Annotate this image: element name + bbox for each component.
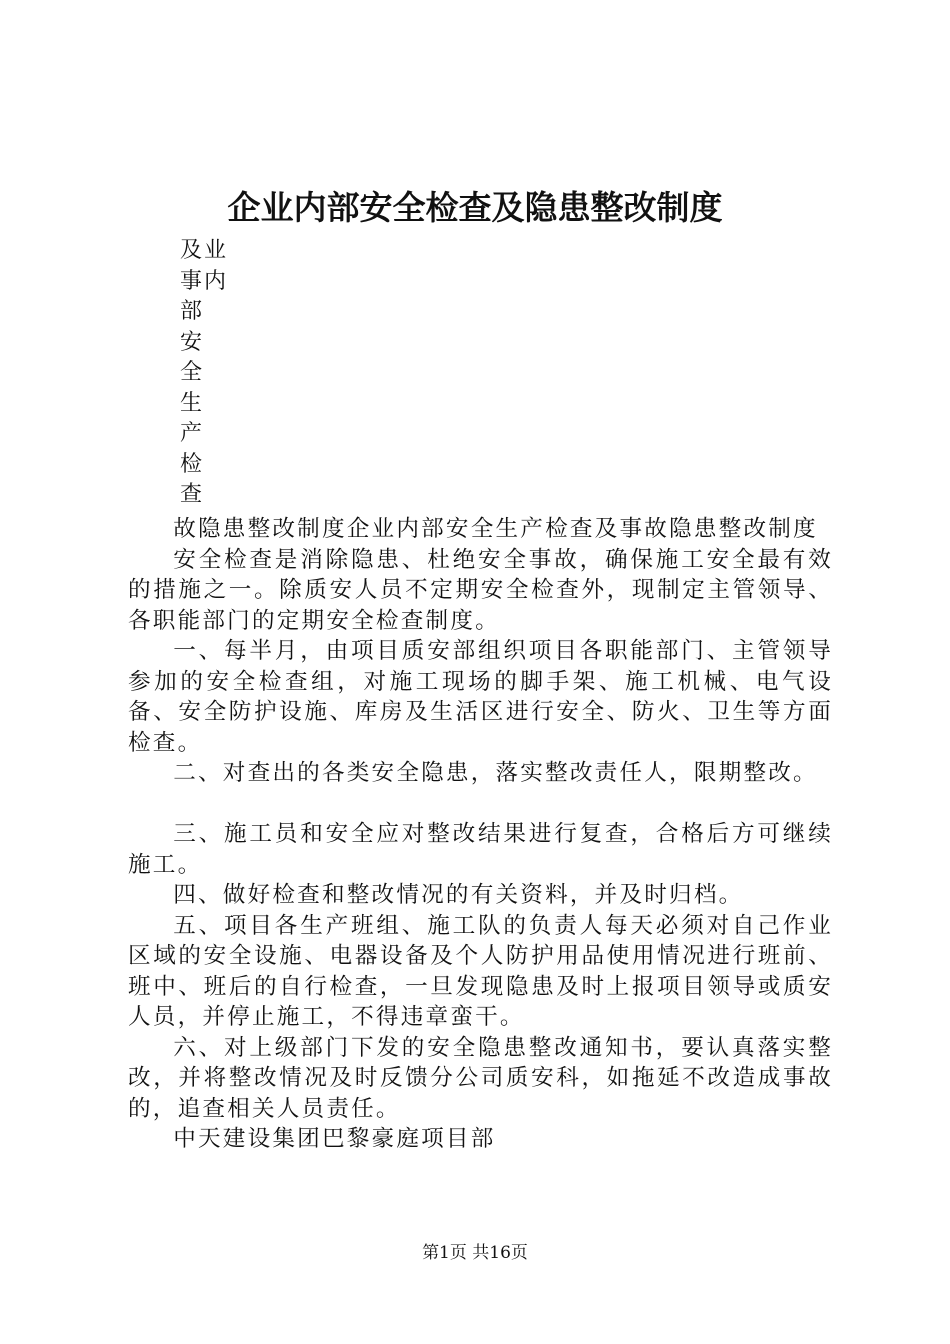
page-title: 企业内部安全检查及隐患整改制度 [227, 188, 723, 227]
paragraph-heading-continuation: 故隐患整改制度企业内部安全生产检查及事故隐患整改制度 [173, 516, 818, 542]
vertical-line: 事内 [180, 268, 229, 294]
vertical-line: 全 [180, 360, 205, 385]
paragraph-intro: 安全检查是消除隐患、杜绝安全事故，确保施工安全最有效的措施之一。除质安人员不定期安全检查外，现制定主管领导、各职能部门的定期安全检查制度。 [128, 546, 833, 634]
vertical-text-column [180, 236, 240, 511]
vertical-line: 查 [180, 482, 205, 507]
paragraph-item-4: 四、做好检查和整改情况的有关资料，并及时归档。 [173, 882, 744, 908]
vertical-line: 检 [180, 451, 205, 477]
paragraph-item-3: 三、施工员和安全应对整改结果进行复查，合格后方可继续施工。 [128, 821, 833, 878]
vertical-line: 安 [180, 329, 205, 355]
vertical-line: 及业 [180, 238, 229, 263]
document-body [128, 514, 833, 1155]
paragraph-item-1: 一、每半月，由项目质安部组织项目各职能部门、主管领导参加的安全检查组，对施工现场的脚手架、施工机械、电气设备、安全防护设施、库房及生活区进行安全、防火、卫生等方面检查。 [128, 638, 833, 756]
vertical-line: 产 [180, 421, 205, 446]
page-footer: 第1页 共16页 [422, 1243, 528, 1263]
blank-line [128, 789, 833, 820]
vertical-line: 部 [180, 299, 205, 324]
signature-line: 中天建设集团巴黎豪庭项目部 [173, 1126, 496, 1152]
paragraph-item-2: 二、对查出的各类安全隐患，落实整改责任人，限期整改。 [173, 760, 818, 786]
vertical-line: 生 [180, 390, 205, 416]
paragraph-item-5: 五、项目各生产班组、施工队的负责人每天必须对自己作业区域的安全设施、电器设备及个人防护用品使用情况进行班前、班中、班后的自行检查，一旦发现隐患及时上报项目领导或质安人员，并停止施工，不得违章蛮干。 [128, 912, 833, 1030]
paragraph-item-6: 六、对上级部门下发的安全隐患整改通知书，要认真落实整改，并将整改情况及时反馈分公司质安科，如拖延不改造成事故的，追查相关人员责任。 [128, 1034, 833, 1122]
